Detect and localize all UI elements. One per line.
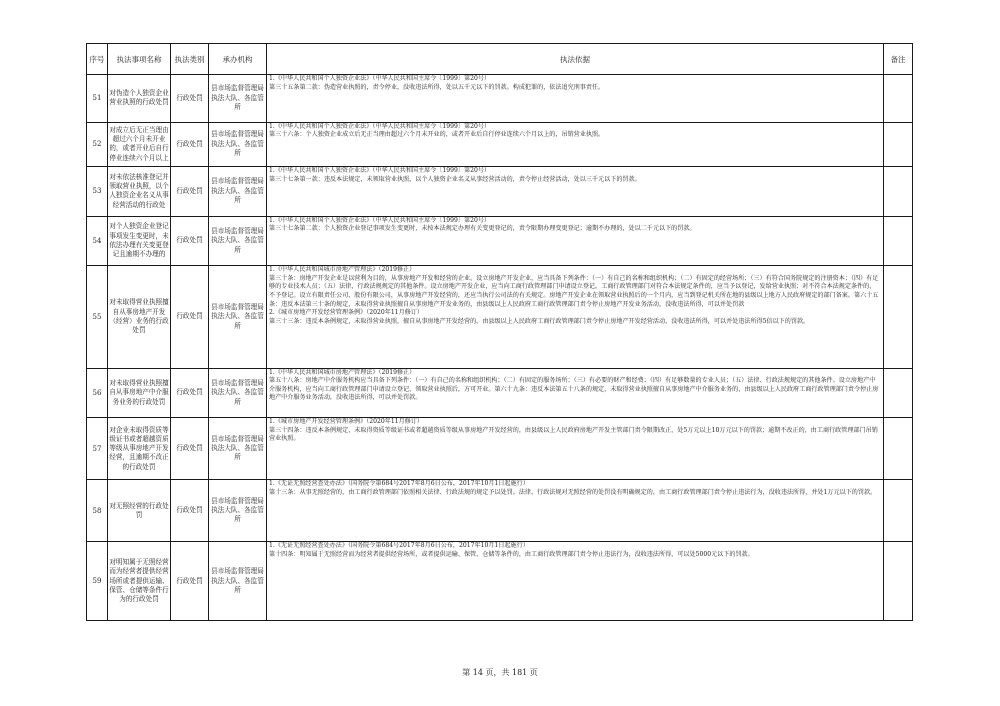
row-organization (209, 167, 267, 217)
row-organization-text: 县市场监督管理局执法大队、各监管所 (211, 84, 264, 111)
row-seq-text: 58 (92, 506, 102, 515)
legal-basis-line: 第十三条：从事无照经营的，由工商行政管理部门依照相关法律、行政法规的规定予以处罚。法律、行政法规对无照经营的处罚没有明确规定的，由工商行政管理部门责令停止违法行为，没收违法所得，并处1万元以下的罚款。 (269, 488, 877, 496)
row-seq (87, 480, 108, 542)
row-category (171, 167, 209, 217)
row-seq-text: 53 (92, 187, 102, 196)
row-seq (87, 167, 108, 217)
row-organization-text: 县市场监督管理局执法大队、各监管所 (211, 379, 264, 406)
table-row (87, 122, 913, 166)
row-legal-basis (267, 266, 884, 368)
row-legal-basis (267, 122, 884, 166)
row-item-name (108, 266, 171, 368)
row-note (884, 75, 913, 123)
row-seq (87, 542, 108, 621)
row-legal-basis (267, 216, 884, 266)
row-category-text: 行政处罚 (176, 444, 203, 453)
row-seq-text: 52 (92, 140, 102, 149)
table-row (87, 266, 913, 368)
row-seq (87, 368, 108, 418)
legal-basis-line: 第三十六条：个人独资企业成立后无正当理由超过六个月未开业的，或者开业后自行停业连续六个月以上的，吊销营业执照。 (269, 131, 605, 139)
row-organization-text: 县市场监督管理局执法大队、各监管所 (211, 496, 264, 524)
table-row (87, 167, 913, 217)
row-category-text: 行政处罚 (176, 388, 203, 397)
row-item-name (108, 480, 171, 542)
row-note (884, 480, 913, 542)
legal-basis-line: 第三十七条第一款：违反本法规定，未领取营业执照，以个人独资企业名义从事经营活动的，责令停止经营活动，处以三千元以下的罚款。 (269, 175, 641, 183)
row-organization (209, 266, 267, 368)
row-legal-basis-text (267, 123, 883, 165)
row-note (884, 167, 913, 217)
row-organization-text: 县市场监督管理局执法大队、各监管所 (211, 303, 264, 330)
legal-basis-line: 1.《中华人民共和国个人独资企业法》（中华人民共和国主席令〔1999〕第20号） (269, 167, 491, 175)
table-row (87, 75, 913, 123)
row-legal-basis (267, 368, 884, 418)
row-seq (87, 266, 108, 368)
row-legal-basis (267, 542, 884, 621)
row-item-name-text: 对未取得营业执照擅自从事房地产开发（经营）业务的行政处罚 (109, 298, 169, 335)
row-item-name (108, 418, 171, 480)
legal-basis-line: 第五十八条：房地产中介服务机构应当具备下列条件：（一）有自己的名称和组织机构；（二）有固定的服务场所；（三）有必要的财产和经费；（四）有足够数量的专业人员；（五）法律、行政法规规定的其他条件。设立房地产中介服务机构，应当向工商行政管理部门申请设立登记，领取营业执照后，方可开业。第六十九条：违反本法第五十八条的规定，未取得营业执照擅自从事房地产中介服务业务的，由县级以上人民政府工商行政管理部门责令停止房地产中介服务业务活动，没收违法所得，可以并处罚款。 (269, 377, 879, 402)
row-seq-text: 57 (92, 444, 102, 453)
row-category (171, 418, 209, 480)
table-row (87, 368, 913, 418)
row-category-text: 行政处罚 (176, 139, 203, 148)
row-legal-basis-text (267, 167, 883, 214)
row-item-name-text: 对未依法核准登记并领取营业执照，以个人独资企业名义从事经营活动的行政处 (109, 172, 169, 209)
row-organization-text: 县市场监督管理局执法大队、各监管所 (211, 177, 264, 204)
row-legal-basis-text (267, 418, 883, 477)
row-organization-text: 县市场监督管理局执法大队、各监管所 (211, 227, 264, 254)
legal-basis-line: 2.《城市房地产开发经营管理条例》（2020年11月修订） (269, 309, 423, 317)
row-item-name (108, 75, 171, 123)
header-org: 承办机构 (209, 44, 267, 75)
table-row (87, 418, 913, 480)
row-seq-text: 59 (92, 577, 102, 586)
row-item-name (108, 542, 171, 621)
row-seq (87, 216, 108, 266)
header-note: 备注 (884, 44, 913, 75)
row-category (171, 266, 209, 368)
row-legal-basis (267, 480, 884, 542)
row-category-text: 行政处罚 (176, 576, 203, 585)
legal-basis-line: 第三十七条第二款：个人独资企业登记事项发生变更时，未按本法规定办理有关变更登记的，责令限期办理变更登记；逾期不办理的，处以二千元以下的罚款。 (269, 225, 696, 233)
legal-basis-line: 1.《中华人民共和国城市房地产管理法》（2019修正） (269, 368, 416, 376)
row-organization (209, 480, 267, 542)
row-item-name-text: 对伪造个人独资企业营业执照的行政处罚 (109, 88, 169, 107)
legal-basis-line: 第三十条：房地产开发企业是以营利为目的，从事房地产开发和经营的企业。设立房地产开发企业，应当具备下列条件：（一）有自己的名称和组织机构；（二）有固定的经营场所；（三）有符合国务院规定的注册资本；（四）有足够的专业技术人员；（五）法律、行政法规规定的其他条件。设立房地产开发企业，应当向工商行政管理部门申请设立登记。工商行政管理部门对符合本法规定条件的，应当予以登记，发给营业执照；对不符合本法规定条件的，不予登记。设立有限责任公司、股份有限公司，从事房地产开发经营的，还应当执行公司法的有关规定。房地产开发企业在领取营业执照后的一个月内，应当到登记机关所在地的县级以上地方人民政府规定的部门备案。第六十五条：违反本法第三十条的规定，未取得营业执照擅自从事房地产开发业务的，由县级以上人民政府工商行政管理部门责令停止房地产开发业务活动，没收违法所得，可以并处罚款 (269, 274, 879, 308)
row-legal-basis-text (267, 369, 883, 416)
legal-basis-line: 1.《无证无照经营查处办法》（国务院令第684号2017年8月6日公布，2017年10月1日起施行） (269, 542, 529, 550)
row-note (884, 266, 913, 368)
table-header-row (87, 44, 913, 75)
row-organization (209, 542, 267, 621)
row-organization (209, 75, 267, 123)
header-type: 执法类别 (171, 44, 209, 75)
page-number: 第 14 页，共 181 页 (462, 668, 538, 677)
row-organization-text: 县市场监督管理局执法大队、各监管所 (211, 567, 264, 594)
legal-basis-line: 1.《中华人民共和国城市房地产管理法》（2019修正） (269, 266, 416, 274)
row-seq-text: 56 (92, 388, 102, 397)
row-organization-text: 县市场监督管理局执法大队、各监管所 (211, 434, 264, 462)
legal-basis-line: 第三十三条：违反本条例规定，未取得营业执照，擅自从事房地产开发经营的，由县级以上人民政府工商行政管理部门责令停止房地产开发经营活动，没收违法所得，可以并处违法所得5倍以下的罚款。 (269, 317, 810, 325)
row-legal-basis (267, 75, 884, 123)
row-item-name-text: 对个人独资企业登记事项发生变更时，未依法办理有关变更登记且逾期不办理的 (109, 222, 169, 259)
row-category-text: 行政处罚 (176, 506, 203, 515)
row-legal-basis-text (267, 480, 883, 539)
row-category-text: 行政处罚 (176, 312, 203, 321)
legal-basis-line: 第三十五条第二款：伪造营业执照的，责令停业，没收违法所得，处以五千元以下的罚款。构成犯罪的，依法追究刑事责任。 (269, 83, 605, 91)
legal-basis-line: 1.《中华人民共和国个人独资企业法》（中华人民共和国主席令〔1999〕第20号） (269, 122, 491, 130)
table-row (87, 480, 913, 542)
row-category-text: 行政处罚 (176, 186, 203, 195)
row-legal-basis-text (267, 266, 883, 364)
row-note (884, 216, 913, 266)
row-legal-basis-text (267, 75, 883, 120)
table-row (87, 216, 913, 266)
row-item-name (108, 368, 171, 418)
row-item-name-text: 对明知属于无照经营而为经营者提供经营场所或者提供运输、保管、仓储等条件行为的行政处罚 (109, 557, 169, 604)
row-item-name (108, 122, 171, 166)
row-category (171, 480, 209, 542)
legal-basis-line: 1.《城市房地产开发经营管理条例》（2020年11月修订） (269, 418, 423, 426)
row-legal-basis (267, 418, 884, 480)
row-legal-basis-text (267, 542, 883, 617)
legal-basis-line: 1.《无证无照经营查处办法》（国务院令第684号2017年8月6日公布，2017年10月1日起施行） (269, 480, 529, 488)
header-item: 执法事项名称 (108, 44, 171, 75)
row-item-name-text: 对无照经营的行政处罚 (109, 501, 169, 519)
row-item-name-text: 对未取得营业执照擅自从事房地产中介服务业务的行政处罚 (109, 379, 169, 406)
row-note (884, 418, 913, 480)
row-category (171, 216, 209, 266)
row-organization (209, 216, 267, 266)
table-body (87, 75, 913, 621)
row-seq-text: 51 (92, 94, 102, 103)
row-category (171, 542, 209, 621)
legal-basis-line: 1.《中华人民共和国个人独资企业法》（中华人民共和国主席令〔1999〕第20号） (269, 216, 491, 224)
row-seq-text: 55 (92, 312, 102, 321)
row-organization (209, 418, 267, 480)
row-note (884, 368, 913, 418)
row-legal-basis (267, 167, 884, 217)
header-seq: 序号 (87, 44, 108, 75)
row-organization (209, 368, 267, 418)
enforcement-table (86, 43, 913, 621)
row-note (884, 122, 913, 166)
row-category (171, 368, 209, 418)
row-item-name (108, 216, 171, 266)
row-category-text: 行政处罚 (176, 236, 203, 245)
table-row (87, 542, 913, 621)
row-category-text: 行政处罚 (176, 93, 203, 102)
row-category (171, 75, 209, 123)
header-basis: 执法依据 (267, 44, 884, 75)
legal-basis-line: 1.《中华人民共和国个人独资企业法》（中华人民共和国主席令〔1999〕第20号） (269, 75, 491, 82)
row-category (171, 122, 209, 166)
row-item-name-text: 对成立后无正当理由超过六个月未开业的，或者开业后自行停业连续六个月以上 (109, 125, 169, 162)
row-organization (209, 122, 267, 166)
row-organization-text: 县市场监督管理局执法大队、各监管所 (211, 130, 264, 157)
legal-basis-line: 第三十四条：违反本条例规定，未取得资质等级证书或者超越资质等级从事房地产开发经营的，由县级以上人民政府房地产开发主管部门责令限期改正，处5万元以上10万元以下的罚款；逾期不改正的，由工商行政管理部门吊销营业执照。 (269, 426, 878, 443)
row-note (884, 542, 913, 621)
row-legal-basis-text (267, 217, 883, 264)
row-seq (87, 418, 108, 480)
row-seq-text: 54 (92, 236, 102, 245)
row-item-name-text: 对企业未取得资质等级证书或者超越资质等级从事房地产开发经营，且逾期不改正的行政处罚 (109, 425, 169, 471)
row-seq (87, 122, 108, 166)
row-item-name (108, 167, 171, 217)
row-seq (87, 75, 108, 123)
legal-basis-line: 第十四条：明知属于无照经营而为经营者提供经营场所，或者提供运输、保管、仓储等条件的，由工商行政管理部门责令停止违法行为，没收违法所得，可以处5000元以下的罚款。 (269, 550, 754, 558)
